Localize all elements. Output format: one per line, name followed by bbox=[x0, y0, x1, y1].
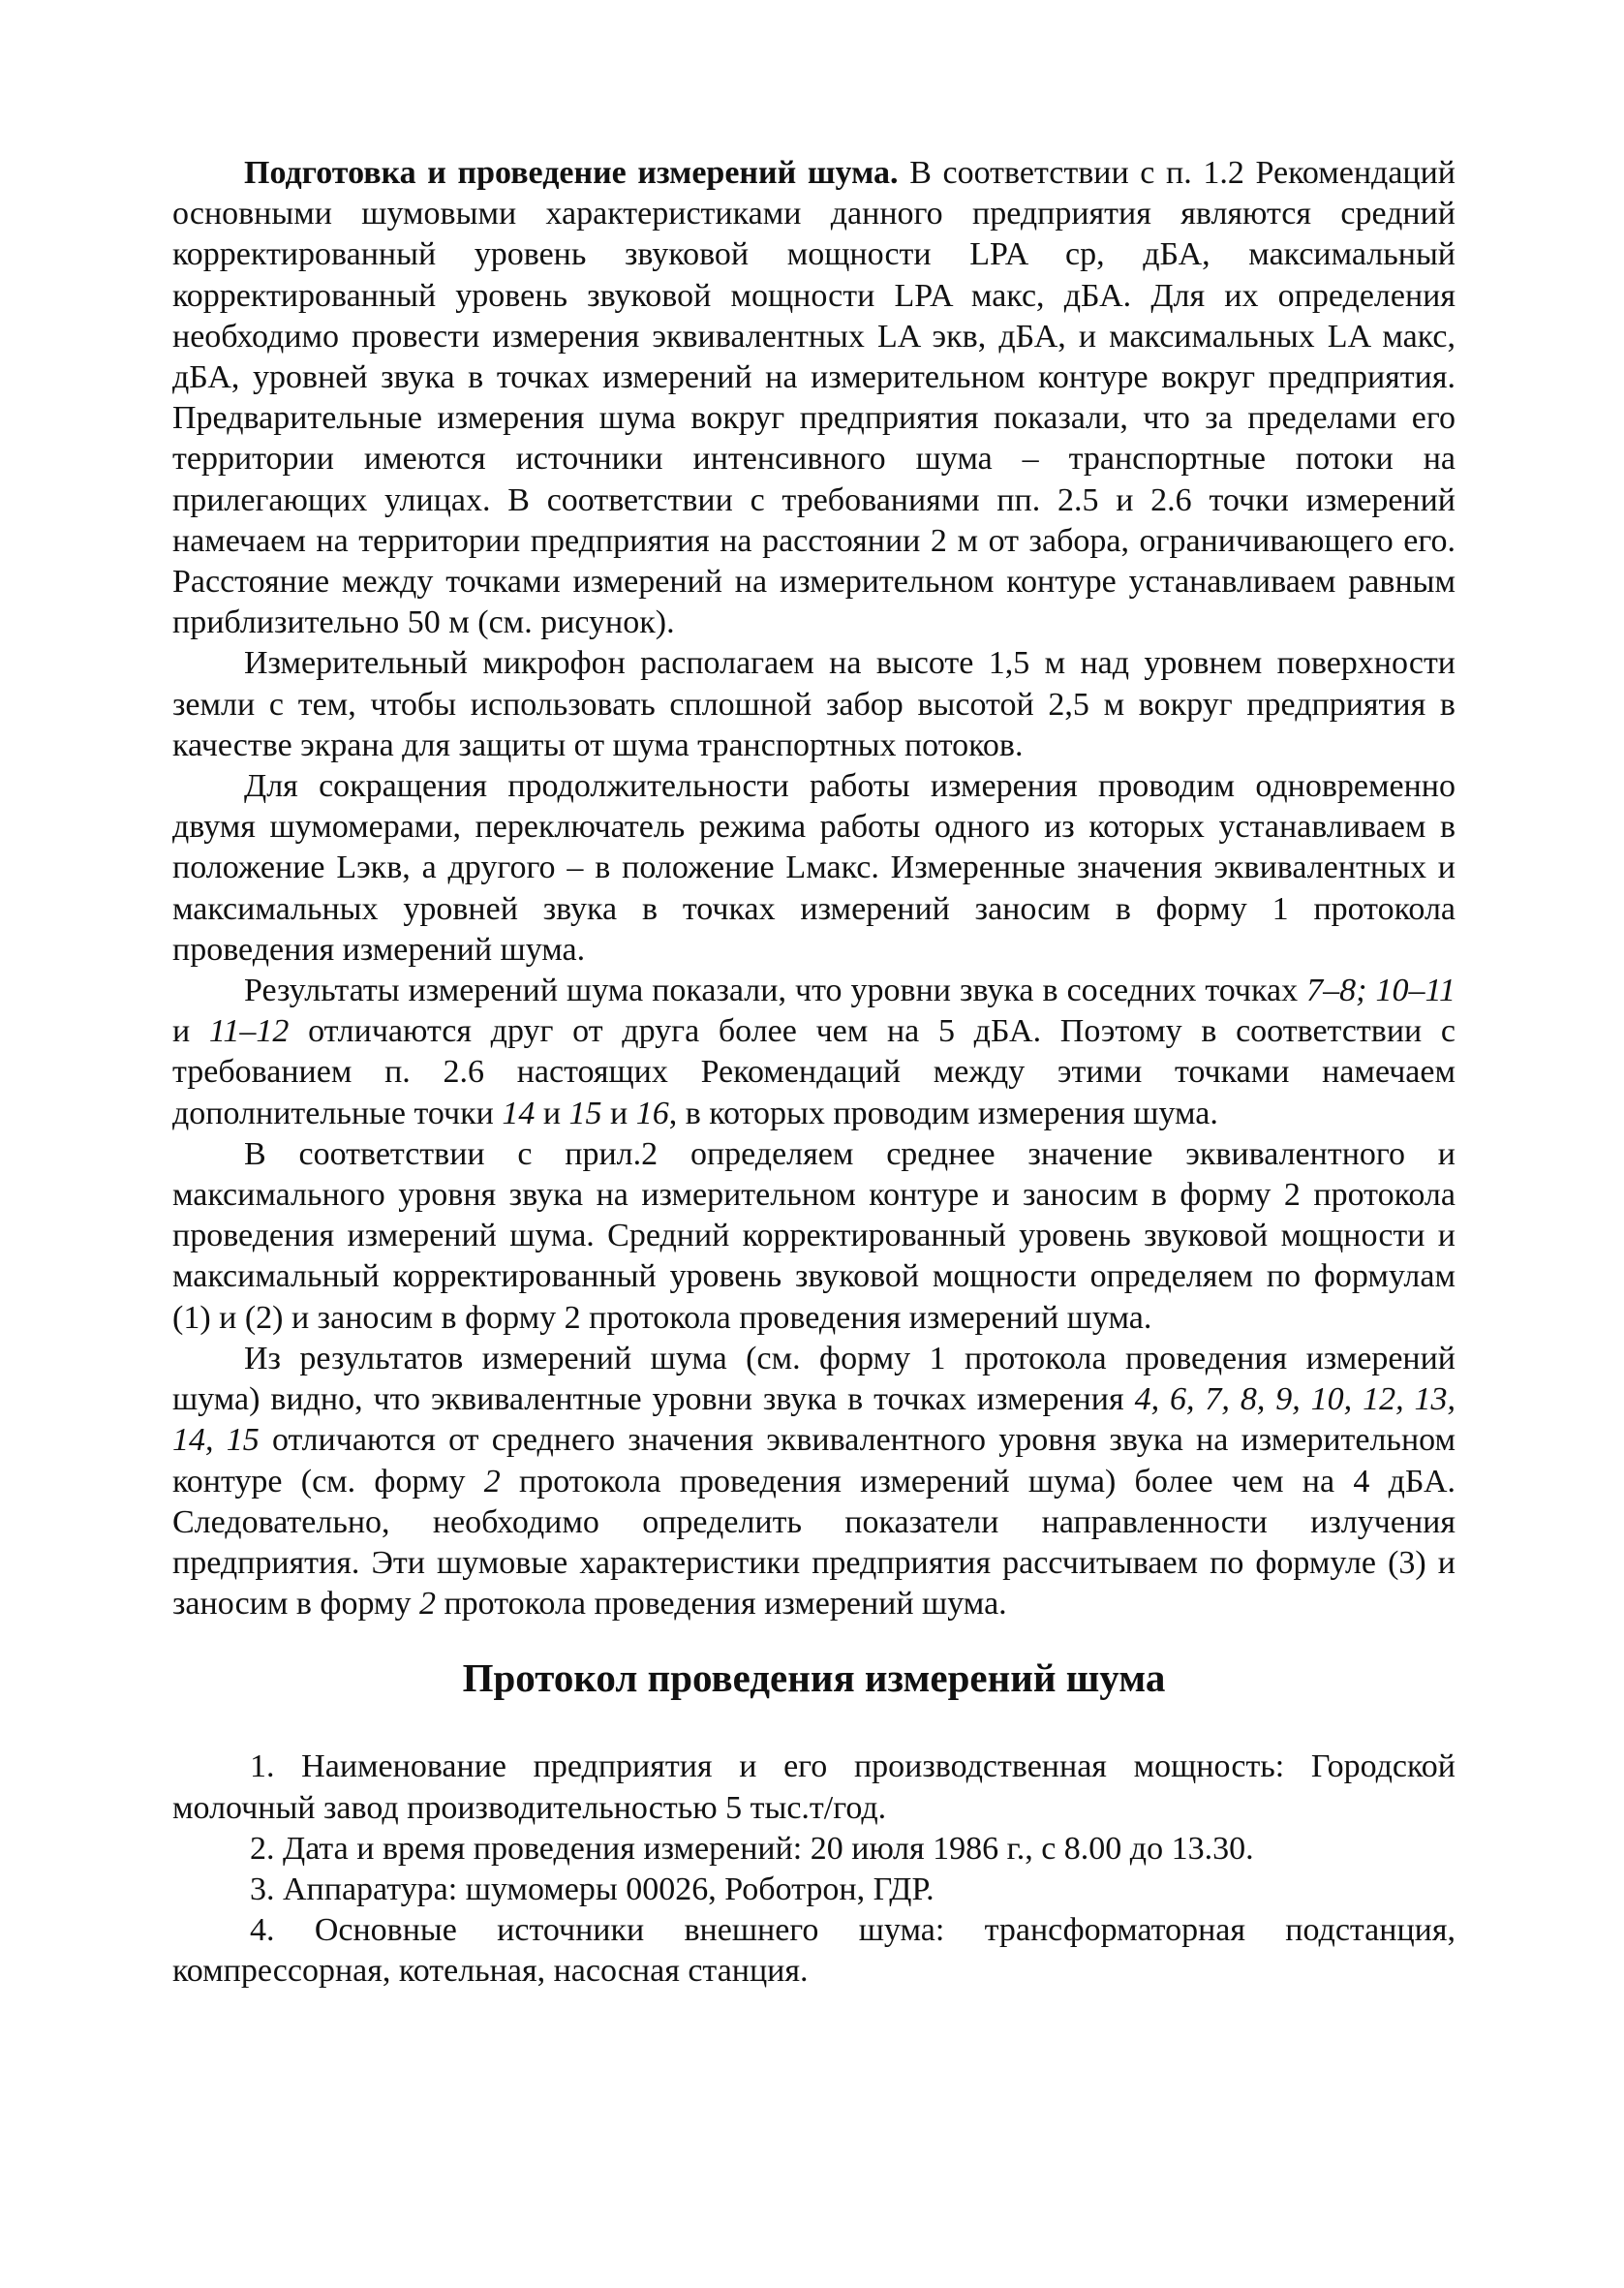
point-number: 14 bbox=[502, 1095, 536, 1131]
paragraph-text: отличаются от среднего значения эквивалентного уровня звука на измерительном контуре (см. форму bbox=[172, 1422, 1456, 1500]
protocol-item: 3. Аппаратура: шумомеры 00026, Роботрон, ГДР. bbox=[250, 1871, 935, 1907]
point-range: 7–8; 10–11 bbox=[1306, 973, 1455, 1009]
protocol-list bbox=[172, 1747, 1455, 1992]
run-in-heading: Подготовка и проведение измерений шума. bbox=[244, 155, 899, 191]
paragraph-text: и bbox=[542, 1095, 562, 1131]
paragraph-text: отличаются друг от друга более чем на 5 дБА. Поэтому в соответствии с требованием п. 2.6 настоящих Рекомендаций между этими точками намечаем дополнительные точки bbox=[172, 1013, 1455, 1131]
point-list: 4, 6, 7, 8, 9, 10, 12, 13, 14, 15 bbox=[172, 1381, 1455, 1459]
point-number: 15 bbox=[568, 1095, 602, 1131]
paragraph-directivity bbox=[172, 1339, 1455, 1624]
paragraph-text: , в которых проводим измерения шума. bbox=[668, 1095, 1218, 1131]
paragraph-measurement-results bbox=[172, 971, 1455, 1134]
protocol-item: 4. Основные источники внешнего шума: трансформаторная подстанция, компрессорная, котельная, насосная станция. bbox=[172, 1912, 1455, 1990]
document-page bbox=[172, 153, 1455, 1993]
paragraph-text: протокола проведения измерений шума. bbox=[444, 1586, 1007, 1623]
paragraph-sound-meters: Для сокращения продолжительности работы измерения проводим одновременно двумя шумомерами, переключатель режима работы одного из которых устанавливаем в положение Lэкв, а другого – в положение Lмакс. Измеренные значения эквивалентных и максимальных уровней звука в точках измерений заносим в форму 1 протокола проведения измерений шума. bbox=[172, 768, 1455, 968]
paragraph-microphone: Измерительный микрофон располагаем на высоте 1,5 м над уровнем поверхности земли с тем, чтобы использовать сплошной забор высотой 2,5 м вокруг предприятия в качестве экрана для защиты от шума транспортных потоков. bbox=[172, 645, 1455, 763]
point-number: 16 bbox=[635, 1095, 669, 1131]
paragraph-text: и bbox=[610, 1095, 628, 1131]
paragraph-text: Результаты измерений шума показали, что уровни звука в соседних точках bbox=[244, 973, 1299, 1009]
protocol-item: 2. Дата и время проведения измерений: 20 июля 1986 г., с 8.00 до 13.30. bbox=[250, 1830, 1254, 1867]
paragraph-text: В соответствии с п. 1.2 Рекомендаций основными шумовыми характеристиками данного предприятия являются средний корректированный уровень звуковой мощности LPA ср, дБА, максимальный корректированный уровень звуковой мощности LPA макс, дБА. Для их определения необходимо провести измерения эквивалентных LA экв, дБА, и максимальных LA макс, дБА, уровней звука в точках измерений на измерительном контуре вокруг предприятия. Предварительные измерения шума вокруг предприятия показали, что за пределами его территории имеются источники интенсивного шума – транспортные потоки на прилегающих улицах. В соответствии с требованиями пп. 2.5 и 2.6 точки измерений намечаем на территории предприятия на расстоянии 2 м от забора, ограничивающего его. Расстояние между точками измерений на измерительном контуре устанавливаем равным приблизительно 50 м (см. рисунок). bbox=[172, 155, 1456, 641]
form-number: 2 bbox=[483, 1463, 501, 1500]
point-range: 11–12 bbox=[208, 1013, 290, 1050]
paragraph-average-levels: В соответствии с прил.2 определяем среднее значение эквивалентного и максимального уровня звука на измерительном контуре и заносим в форму 2 протокола проведения измерений шума. Средний корректированный уровень звуковой мощности и максимальный корректированный уровень звуковой мощности определяем по формулам (1) и (2) и заносим в форму 2 протокола проведения измерений шума. bbox=[172, 1135, 1455, 1336]
protocol-item: 1. Наименование предприятия и его производственная мощность: Городской молочный завод производительностью 5 тыс.т/год. bbox=[172, 1748, 1455, 1826]
paragraph-text: и bbox=[172, 1013, 191, 1050]
protocol-title: Протокол проведения измерений шума bbox=[462, 1655, 1166, 1701]
paragraph-text: протокола проведения измерений шума) более чем на 4 дБА. Следовательно, необходимо определить показатели направленности излучения предприятия. Эти шумовые характеристики предприятия рассчитываем по формуле (3) и заносим в форму bbox=[172, 1463, 1456, 1623]
paragraph-text: Из результатов измерений шума (см. форму 1 протокола проведения измерений шума) видно, что эквивалентные уровни звука в точках измерения bbox=[172, 1340, 1455, 1418]
paragraph-noise-preparation bbox=[172, 153, 1455, 643]
form-number: 2 bbox=[418, 1586, 436, 1623]
